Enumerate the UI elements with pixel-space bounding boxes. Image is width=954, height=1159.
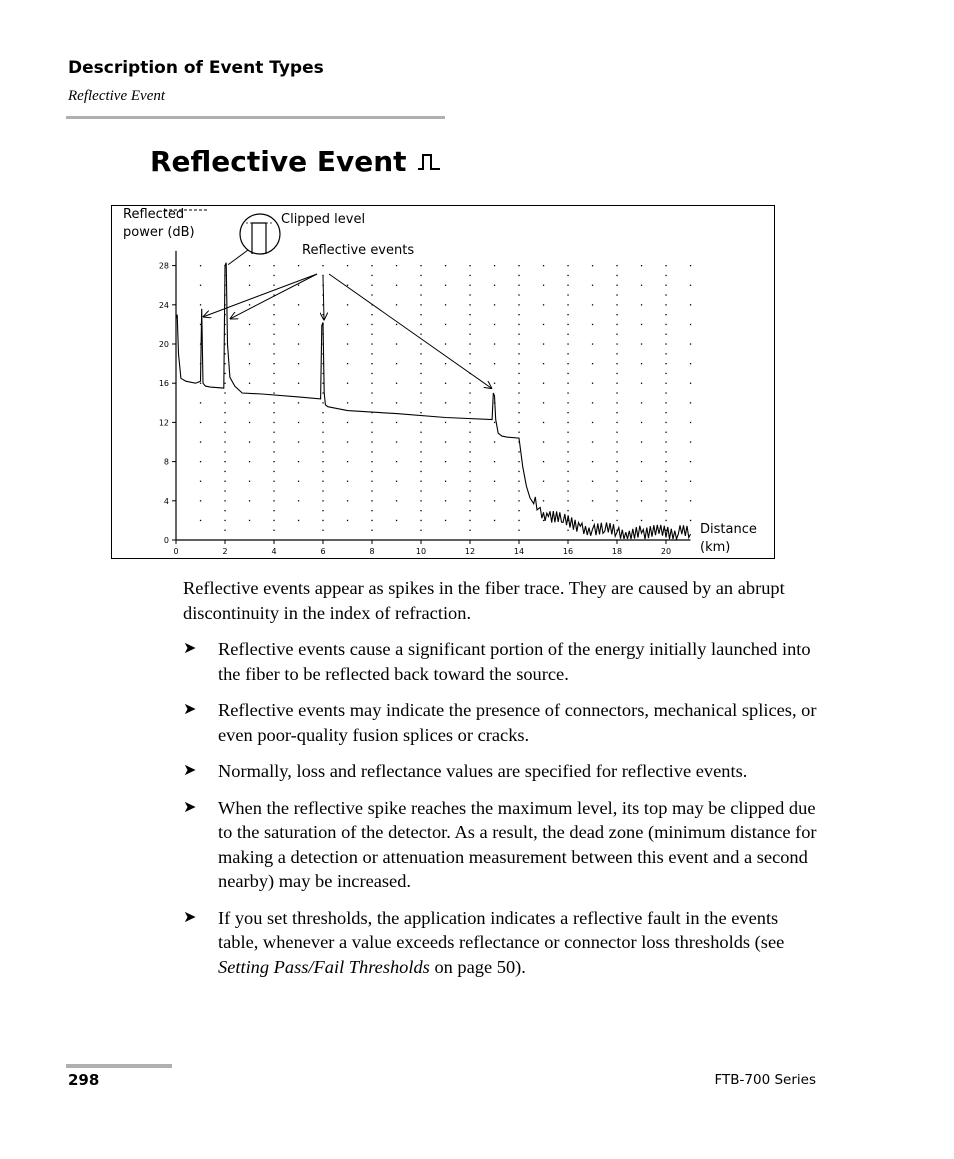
bullet-arrow-icon: ➤: [183, 908, 197, 926]
y-tick-label: 4: [163, 496, 169, 506]
y-tick-label: 16: [158, 379, 169, 389]
bullet-arrow-icon: ➤: [183, 640, 197, 657]
bullet-text: [218, 906, 823, 980]
page-title-text: Reflective Event: [150, 145, 407, 178]
bullet-text: Reflective events cause a significant portion of the energy initially launched into the fiber to be reflected back toward the source.: [218, 639, 811, 684]
reflective-event-icon: [417, 152, 441, 172]
y-tick-label: 0: [163, 536, 169, 545]
chart-axes: [159, 251, 691, 556]
cross-reference-link[interactable]: Setting Pass/Fail Thresholds: [218, 956, 430, 977]
x-tick-label: 10: [415, 547, 427, 556]
intro-paragraph: Reflective events appear as spikes in the fiber trace. They are caused by an abrupt discontinuity in the index of refraction.: [183, 578, 785, 623]
bullet-arrow-icon: ➤: [183, 701, 197, 718]
y-axis-label: [123, 206, 195, 242]
bullet-item: [183, 637, 823, 686]
otdr-trace-chart: [112, 206, 774, 558]
otdr-trace-figure: [111, 205, 775, 559]
body-text: [183, 576, 823, 991]
reflective-event-arrow: [329, 274, 491, 388]
x-tick-label: 4: [271, 547, 277, 556]
x-tick-label: 14: [513, 547, 525, 556]
reflective-event-arrow: [323, 276, 324, 319]
y-axis-label-line-2: power (dB): [123, 225, 195, 240]
y-tick-label: 28: [158, 261, 169, 271]
reflective-event-arrow: [231, 274, 317, 319]
otdr-trace-line: [176, 263, 691, 539]
chart-trace: [176, 263, 691, 539]
x-tick-label: 20: [660, 547, 672, 556]
page-number: 298: [68, 1071, 100, 1089]
x-tick-label: 12: [464, 547, 476, 556]
bullet-text: Reflective events may indicate the presence of connectors, mechanical splices, or even poor-quality fusion splices or cracks.: [218, 700, 817, 745]
clipped-peak-magnifier: [240, 214, 280, 254]
reflective-events-label: Reflective events: [302, 243, 415, 258]
x-tick-label: 2: [222, 547, 228, 556]
reflective-event-arrow: [204, 274, 317, 317]
bullet-item: [183, 698, 823, 747]
page-title: [150, 145, 441, 178]
footer-rule: [66, 1064, 172, 1068]
x-tick-label: 18: [611, 547, 623, 556]
section-heading: Description of Event Types: [68, 58, 324, 78]
y-tick-label: 24: [158, 300, 169, 310]
x-tick-label: 6: [320, 547, 326, 556]
header-rule: [66, 116, 445, 119]
subsection-heading: Reflective Event: [68, 88, 166, 104]
bullet-item: [183, 796, 823, 894]
chart-annotations: [164, 210, 491, 388]
x-axis-label-line-1: Distance: [700, 522, 757, 537]
y-axis-label-line-1: Reflected: [123, 207, 185, 222]
bullet-item: [183, 759, 823, 784]
chart-grid: [200, 265, 691, 531]
product-name: FTB-700 Series: [714, 1072, 816, 1088]
x-tick-label: 8: [369, 547, 375, 556]
x-tick-label: 16: [562, 547, 574, 556]
y-tick-label: 20: [158, 340, 169, 349]
x-axis-label: [700, 521, 757, 557]
x-tick-label: 0: [173, 547, 179, 556]
magnifier-connector: [228, 250, 248, 265]
bullet-text: Normally, loss and reflectance values are specified for reflective events.: [218, 761, 748, 781]
bullet-item: [183, 906, 823, 980]
y-tick-label: 12: [158, 418, 169, 428]
bullet-text: When the reflective spike reaches the maximum level, its top may be clipped due to the saturation of the detector. As a result, the dead zone (minimum distance for making a detection or attenuation measurement between this event and a second nearby) may be increased.: [218, 797, 817, 891]
bullet-arrow-icon: ➤: [183, 798, 197, 816]
bullet-text-part: If you set thresholds, the application indicates a reflective fault in the events table, whenever a value exceeds reflectance or connector loss thresholds (see: [218, 907, 785, 952]
bullet-arrow-icon: ➤: [183, 762, 197, 779]
bullet-text-part: on page 50).: [429, 956, 526, 977]
x-axis-label-line-2: (km): [700, 540, 731, 555]
clipped-level-label: Clipped level: [281, 212, 366, 227]
y-tick-label: 8: [163, 457, 169, 467]
